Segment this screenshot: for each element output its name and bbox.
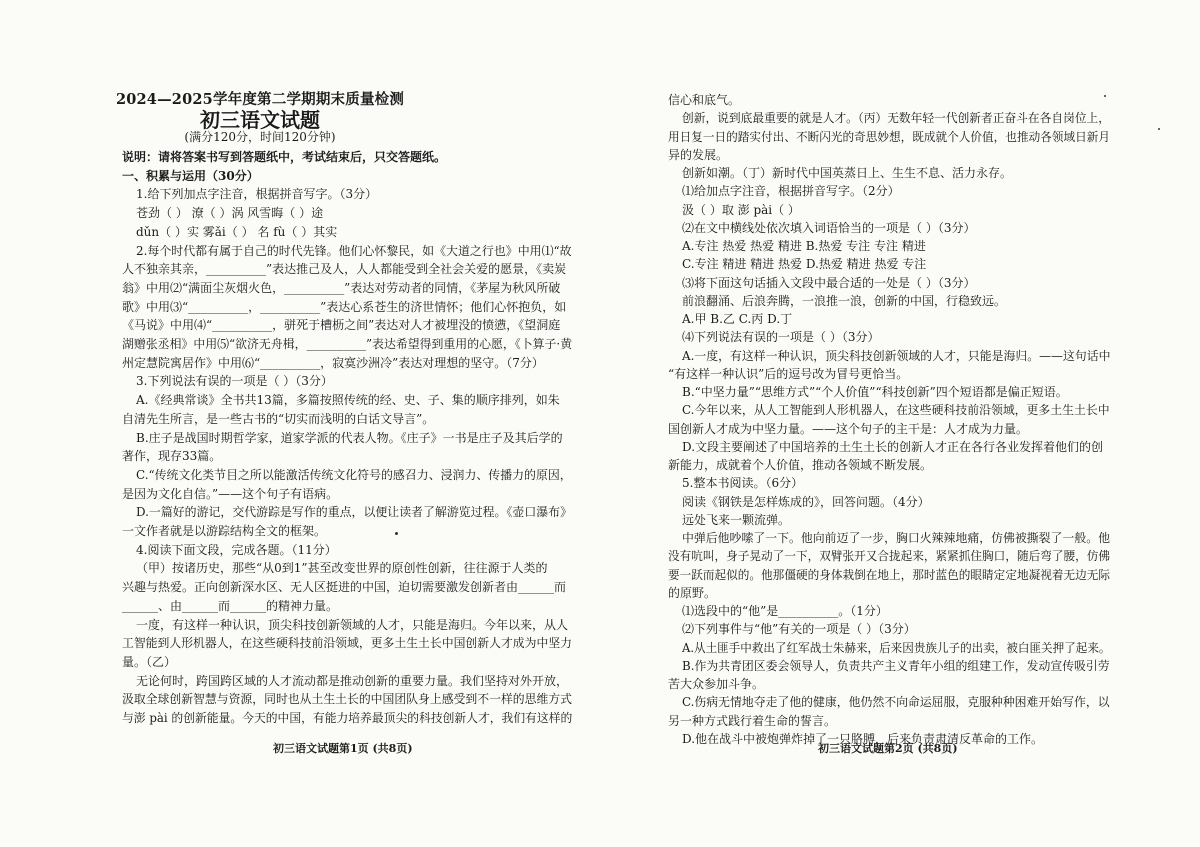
text-line: D.一篇好的游记，交代游踪是写作的重点，以便让读者了解游览过程。《壶口瀑布》 (136, 505, 573, 520)
text-line: 苦大众参加斗争。 (668, 677, 765, 691)
text-line: 量。（乙） (122, 654, 177, 669)
scan-speck (395, 532, 398, 535)
left-page-footer: 初三语文试题第1页 (共8页) (273, 742, 413, 755)
text-line: 一、积累与运用（30分） (122, 168, 259, 183)
text-line: 用日复一日的踏实付出、不断闪光的奇思妙想，既成就个人价值，也推动各领域日新月 (668, 129, 1111, 144)
text-line: 湖赠张丞相》中用⑸“欲济无舟楫，__________”表达希望得到重用的心愿，《卜算子·黄 (122, 337, 573, 351)
text-line: 5.整本书阅读。（6分） (682, 476, 804, 491)
text-line: 1.给下列加点字注音，根据拼音写字。（3分） (136, 187, 378, 202)
text-line: 自清先生所言，是一些古书的“切实而浅明的白话文导言”。 (122, 411, 435, 426)
text-line: ⑵下列事件与“他”有关的一项是（ ）（3分） (682, 622, 916, 637)
text-line: 汲取全球创新智慧与资源，同时也从土生土长的中国团队身上感受到不一样的思维方式 (122, 692, 573, 707)
text-line: 汲（ ）取 澎 pài（ ） (682, 202, 800, 217)
text-line: 新能力，成就着个人价值，推动各领域不断发展。 (668, 458, 933, 472)
text-line: 苍劲（ ） 潦（ ）涡 风雪晦（ ）途 (136, 206, 324, 221)
text-line: 歌》中用⑶“__________，__________”表达心系苍生的济世情怀；他们心怀抱负，如 (122, 299, 567, 314)
text-line: B.“中坚力量”“思维方式”“个人价值”“科技创新”四个短语都是偏正短语。 (682, 385, 1068, 399)
text-line: 2.每个时代都有属于自己的时代先锋。他们心怀黎民，如《大道之行也》中用⑴“故 (136, 243, 572, 258)
text-line: D.文段主要阐述了中国培养的土生土长的创新人才正在各行各业发挥着他们的创 (682, 439, 1104, 454)
text-line: 是因为文化自信。”——这个句子有语病。 (122, 486, 339, 501)
text-line: C.“传统文化类节目之所以能激活传统文化符号的感召力、浸润力、传播力的原因， (136, 467, 572, 482)
scan-speck (1104, 95, 1106, 97)
text-line: A.专注 热爱 热爱 精进 B.热爱 专注 专注 精进 (682, 239, 926, 253)
score-time-note: (满分120分，时间120分钟) (184, 130, 336, 144)
text-line: ⑷下列说法有误的一项是（ ）（3分） (682, 330, 880, 345)
text-line: B.庄子是战国时期哲学家，道家学派的代表人物。《庄子》一书是庄子及其后学的 (136, 430, 563, 445)
text-line: ⑴选段中的“他”是__________。（1分） (682, 604, 888, 618)
text-line: ⑴给加点字注音，根据拼音写字。（2分） (682, 184, 900, 199)
text-line: （甲）按诸历史，那些“从0到1”甚至改变世界的原创性创新，往往源于人类的 (136, 561, 548, 576)
text-line: 著作，现存33篇。 (122, 449, 222, 464)
text-line: 州定慧院寓居作》中用⑹“__________，寂寞沙洲冷”表达对理想的坚守。（7分） (122, 355, 544, 370)
text-line: 3.下列说法有误的一项是（ ）（3分） (136, 374, 333, 389)
right-page-footer: 初三语文试题第2页 (共8页) (818, 742, 958, 755)
text-line: 翁》中用⑵“满面尘灰烟火色，__________”表达对劳动者的同情，《茅屋为秋风所破 (122, 280, 561, 295)
text-line: 要一跃而起似的。他那僵硬的身体栽倒在地上，那时蓝色的眼睛定定地凝视着无边无际 (668, 567, 1111, 582)
text-line: 的原野。 (668, 585, 717, 600)
text-line: ⑵在文中横线处依次填入词语恰当的一项是（ ）（3分） (682, 220, 976, 235)
text-line: 工智能到人形机器人，在这些硬科技前沿领域，更多土生土长中国创新人才成为中坚力 (122, 636, 573, 651)
text-line: 创新如潮。（丁）新时代中国英蒸日上、生生不息、活力永存。 (682, 166, 1013, 180)
text-line: 没有吭叫，身子晃动了一下，双臂张开又合拢起来，紧紧抓住胸口，随后弯了腰，仿佛 (668, 549, 1111, 564)
text-line: 创新，说到底最重要的就是人才。（丙）无数年轻一代创新者正奋斗在各自岗位上， (682, 111, 1111, 126)
text-line: A.一度，有这样一种认识，顶尖科技创新领域的人才，只能是海归。——这句话中 (682, 348, 1111, 363)
text-line: dǔn（ ）实 雾ǎi（ ） 名 fù（ ）其实 (136, 224, 338, 239)
text-line: ______、由______而______的精神力量。 (122, 598, 339, 613)
exam-title: 2024—2025学年度第二学期期末质量检测 (115, 91, 405, 108)
text-line: 无论何时，跨国跨区域的人才流动都是推动创新的重要力量。我们坚持对外开放， (136, 673, 569, 688)
subject-title: 初三语文试题 (200, 108, 320, 132)
text-line: 阅读《钢铁是怎样炼成的》，回答问题。（4分） (682, 494, 930, 509)
text-line: A.《经典常谈》全书共13篇，多篇按照传统的经、史、子、集的顺序排列，如朱 (136, 393, 560, 408)
text-line: 与澎 pài 的创新能量。今天的中国，有能力培养最顶尖的科技创新人才，我们有这样的 (122, 711, 573, 725)
text-line: 兴趣与热爱。正向创新深水区、无人区挺进的中国，迫切需要激发创新者由______而 (122, 580, 567, 595)
text-line: “有这样一种认识”后的逗号改为冒号更恰当。 (668, 366, 909, 381)
text-line: 异的发展。 (668, 147, 729, 162)
text-line: 《马说》中用⑷“__________，骈死于槽枥之间”表达对人才被埋没的愤懑，《望洞庭 (122, 318, 561, 333)
text-line: 说明：请将答案书写到答题纸中，考试结束后，只交答题纸。 (122, 150, 447, 164)
text-line: A.甲 B.乙 C.丙 D.丁 (682, 312, 793, 326)
text-line: 信心和底气。 (668, 93, 741, 107)
text-line: 前浪翻涌、后浪奔腾，一浪推一浪，创新的中国，行稳致远。 (682, 293, 1007, 308)
text-line: 中弹后他吵嗦了一下。他向前迈了一步，胸口火辣辣地痛，仿佛被撕裂了一般。他 (682, 531, 1111, 545)
text-line: ⑶将下面这句话插入文段中最合适的一处是（ ）（3分） (682, 275, 976, 290)
text-line: C.专注 精进 精进 热爱 D.热爱 精进 热爱 专注 (682, 257, 927, 272)
text-line: C.伤病无情地夺走了他的健康，他仍然不向命运屈服，克服种种困难开始写作，以 (682, 695, 1110, 710)
text-line: 4.阅读下面文段，完成各题。（11分） (136, 542, 337, 557)
text-line: 人不独亲其亲，__________”表达推己及人，人人都能受到全社会关爱的愿景，《卖炭 (122, 262, 567, 277)
text-line: B.作为共青团区委会领导人，负责共产主义青年小组的组建工作，发动宣传吸引劳 (682, 658, 1110, 673)
text-line: 另一种方式践行着生命的誓言。 (668, 713, 837, 728)
text-line: D.他在战斗中被炮弹炸掉了一只胳膊，后来负责肃清反革命的工作。 (682, 731, 1044, 746)
text-line: 一文作者就是以游踪结构全文的框架。 (122, 524, 327, 538)
text-line: C.今年以来，从人工智能到人形机器人，在这些硬科技前沿领域，更多土生土长中 (682, 403, 1110, 418)
text-line: 一度，有这样一种认识，顶尖科技创新领域的人才，只能是海归。今年以来，从人 (136, 617, 569, 632)
text-line: 远处飞来一颗流弹。 (682, 512, 791, 527)
text-line: 国创新人才成为中坚力量。——这个句子的主干是：人才成为力量。 (668, 421, 1029, 436)
text-line: A.从土匪手中救出了红军战士朱赫来，后来因贵族儿子的出卖，被白匪关押了起来。 (682, 640, 1111, 655)
scan-speck (1158, 128, 1160, 130)
